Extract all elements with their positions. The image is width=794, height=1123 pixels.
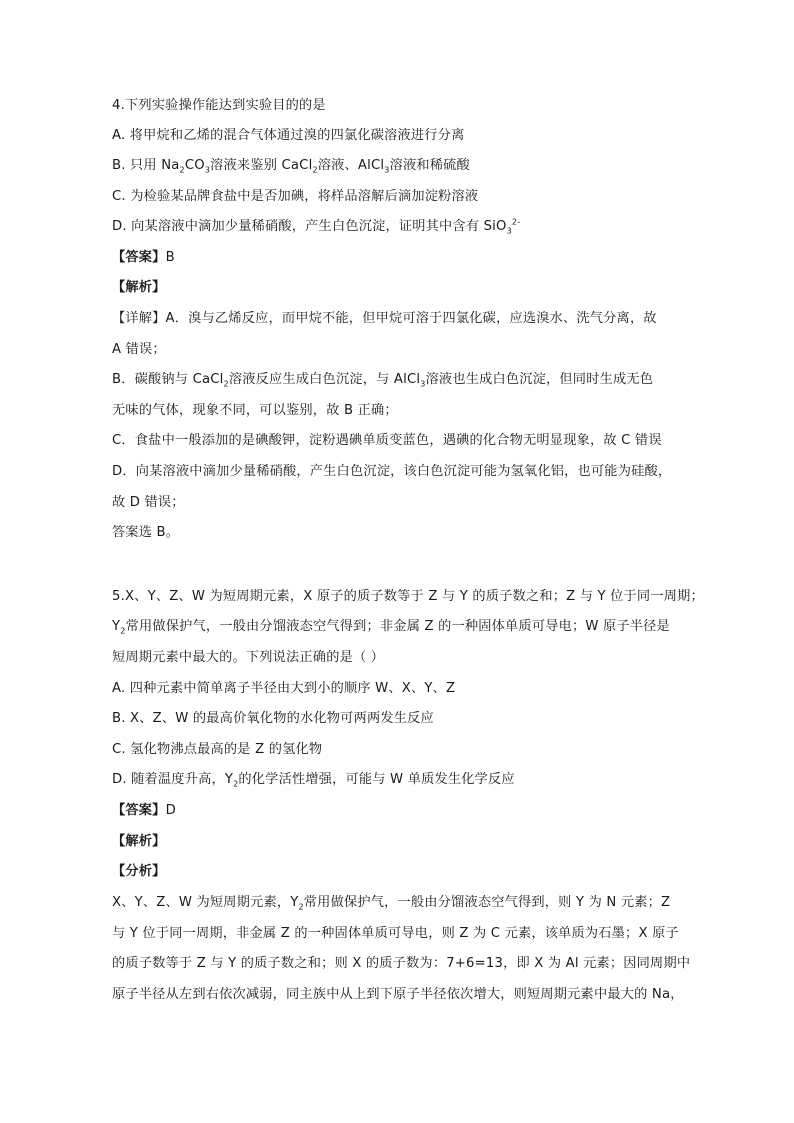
q5-analysis-line: 原子半径从左到右依次减弱，同主族中从上到下原子半径依次增大，则短周期元素中最大的 Na，	[112, 987, 684, 1002]
q4-answer: 【答案】B	[112, 250, 175, 265]
q4-detail-line: C．食盐中一般添加的是碘酸钾，淀粉遇碘单质变蓝色，遇碘的化合物无明显现象，故 C 错误	[112, 433, 662, 448]
q4-stem: 4.下列实验操作能达到实验目的的是	[112, 98, 326, 113]
q5-option-a: A. 四种元素中简单离子半径由大到小的顺序 W、X、Y、Z	[112, 681, 456, 696]
q4-analysis-label: 【解析】	[112, 280, 166, 295]
q4-detail-line: B．碳酸钠与 CaCl$_2$溶液反应生成白色沉淀，与 AlCl$_3$溶液也生成白色沉淀，但同时生成无色	[112, 372, 654, 389]
q4-conclusion: 答案选 B。	[112, 525, 180, 540]
q5-analysis-line: 与 Y 位于同一周期，非金属 Z 的一种固体单质可导电，则 Z 为 C 元素，该单质为石墨；X 原子	[112, 926, 679, 941]
q5-option-c: C. 氢化物沸点最高的是 Z 的氢化物	[112, 742, 323, 757]
q4-detail-line: 无味的气体，现象不同，可以鉴别，故 B 正确；	[112, 403, 398, 418]
q4-detail-line: 【详解】A．溴与乙烯反应，而甲烷不能，但甲烷可溶于四氯化碳，应选溴水、洗气分离，故	[112, 311, 657, 326]
q4-detail-line: 故 D 错误；	[112, 495, 185, 510]
q4-option-b: B. 只用 $Na_2CO_3$溶液来鉴别 CaCl$_2$溶液、AlCl$_3$溶液和稀硫酸	[112, 158, 470, 175]
q4-detail-line: D．向某溶液中滴加少量稀硝酸，产生白色沉淀，该白色沉淀可能为氢氧化铝，也可能为硅酸，	[112, 464, 672, 479]
q5-option-b: B. X、Z、W 的最高价氧化物的水化物可两两发生反应	[112, 711, 434, 726]
q4-detail-line: A 错误；	[112, 342, 166, 357]
q5-analysis-label: 【解析】	[112, 834, 166, 849]
q5-analysis-line: 的质子数等于 Z 与 Y 的质子数之和；则 X 的质子数为：7+6=13，即 X 为 Al 元素；因同周期中	[112, 956, 691, 971]
q5-option-d: D. 随着温度升高，$Y_2$的化学活性增强，可能与 W 单质发生化学反应	[112, 772, 515, 789]
q4-option-c: C. 为检验某品牌食盐中是否加碘，将样品溶解后滴加淀粉溶液	[112, 189, 479, 204]
q4-option-a: A. 将甲烷和乙烯的混合气体通过溴的四氯化碳溶液进行分离	[112, 128, 465, 143]
q5-answer: 【答案】D	[112, 803, 176, 818]
q4-option-d: D. 向某溶液中滴加少量稀硝酸，产生白色沉淀，证明其中含有 SiO$_3^{2-}$	[112, 217, 521, 236]
q5-analysis-sub-label: 【分析】	[112, 864, 166, 879]
q5-stem-line: $Y_2$常用做保护气，一般由分馏液态空气得到；非金属 Z 的一种固体单质可导电；W 原子半径是	[112, 619, 670, 636]
q5-stem-line: 5.X、Y、Z、W 为短周期元素，X 原子的质子数等于 Z 与 Y 的质子数之和；Z 与 Y 位于同一周期；	[112, 589, 704, 604]
q5-analysis-line: X、Y、Z、W 为短周期元素，$Y_2$常用做保护气，一般由分馏液态空气得到，则 Y 为 N 元素；Z	[112, 895, 671, 912]
q5-stem-line: 短周期元素中最大的。下列说法正确的是（ ）	[112, 650, 385, 665]
